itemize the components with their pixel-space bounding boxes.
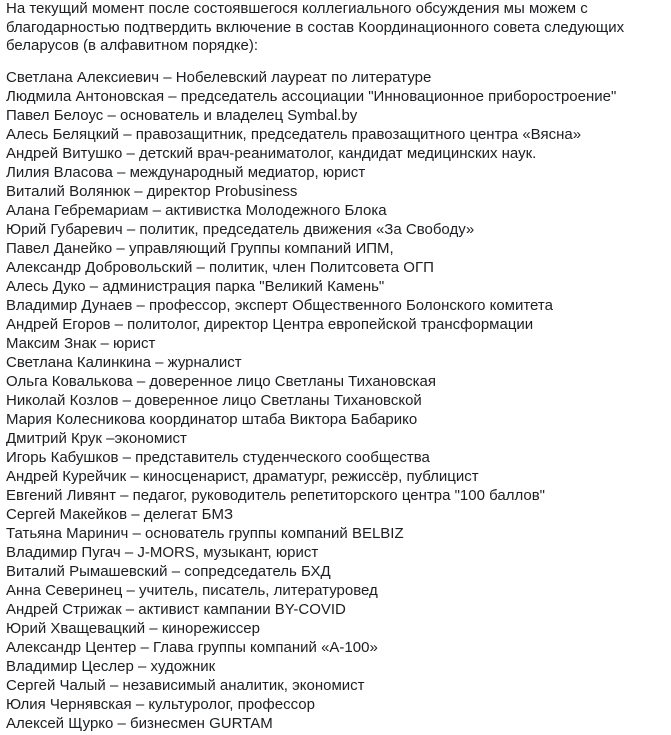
list-item: Андрей Витушко – детский врач-реаниматолог, кандидат медицинских наук. — [6, 144, 537, 162]
list-item: Людмила Антоновская – председатель ассоциации "Инновационное приборостроение" — [6, 87, 617, 105]
list-item: Татьяна Маринич – основатель группы компаний BELBIZ — [6, 524, 404, 542]
list-item: Владимир Цеслер – художник — [6, 657, 216, 675]
list-item: Юрий Губаревич – политик, председатель движения «За Свободу» — [6, 220, 475, 238]
list-item: Ольга Ковалькова – доверенное лицо Светланы Тихановская — [6, 372, 436, 390]
list-item: Владимир Пугач – J-MORS, музыкант, юрист — [6, 543, 319, 561]
list-item: Николай Козлов – доверенное лицо Светланы Тихановской — [6, 391, 422, 409]
list-item: Евгений Ливянт – педагог, руководитель репетиторского центра "100 баллов" — [6, 486, 546, 504]
intro-line: беларусов (в алфавитном порядке): — [6, 37, 258, 55]
intro-paragraph — [6, 0, 666, 56]
list-item: Светлана Калинкина – журналист — [6, 353, 242, 371]
list-item: Максим Знак – юрист — [6, 334, 156, 352]
list-item: Сергей Чалый – независимый аналитик, экономист — [6, 676, 365, 694]
list-item: Павел Данейко – управляющий Группы компаний ИПМ, — [6, 239, 394, 257]
list-item: Виталий Волянюк – директор Probusiness — [6, 182, 298, 200]
list-item: Юрий Хващевацкий – кинорежиссер — [6, 619, 260, 637]
list-item: Сергей Макейков – делегат БМЗ — [6, 505, 234, 523]
list-item: Светлана Алексиевич – Нобелевский лауреат по литературе — [6, 68, 432, 86]
intro-line: На текущий момент после состоявшегося коллегиального обсуждения мы можем с — [6, 0, 588, 17]
list-item: Александр Центер – Глава группы компаний «А-100» — [6, 638, 378, 656]
post-body — [6, 0, 666, 733]
list-item: Алана Гебремариам – активистка Молодежного Блока — [6, 201, 387, 219]
list-item: Андрей Егоров – политолог, директор Центра европейской трансформации — [6, 315, 534, 333]
list-item: Дмитрий Крук –экономист — [6, 429, 187, 447]
list-item: Виталий Рымашевский – сопредседатель БХД — [6, 562, 331, 580]
list-item: Александр Добровольский – политик, член Политсовета ОГП — [6, 258, 434, 276]
list-item: Игорь Кабушков – представитель студенческого сообщества — [6, 448, 430, 466]
list-item: Андрей Курейчик – киносценарист, драматург, режиссёр, публицист — [6, 467, 479, 485]
list-item: Алесь Беляцкий – правозащитник, председатель правозащитного центра «Вясна» — [6, 125, 582, 143]
list-item: Алесь Дуко – администрация парка "Великий Камень" — [6, 277, 385, 295]
paragraph-gap — [6, 56, 666, 68]
list-item: Мария Колесникова координатор штаба Виктора Бабарико — [6, 410, 418, 428]
list-item: Владимир Дунаев – профессор, эксперт Общественного Болонского комитета — [6, 296, 553, 314]
list-item: Алексей Щурко – бизнесмен GURTAM — [6, 714, 273, 732]
intro-line: благодарностью подтвердить включение в состав Координационного совета следующих — [6, 18, 625, 36]
list-item: Андрей Стрижак – активист кампании BY-COVID — [6, 600, 346, 618]
list-item: Юлия Чернявская – культуролог, профессор — [6, 695, 315, 713]
list-item: Лилия Власова – международный медиатор, юрист — [6, 163, 366, 181]
list-item: Анна Северинец – учитель, писатель, литературовед — [6, 581, 378, 599]
list-item: Павел Белоус – основатель и владелец Symbal.by — [6, 106, 358, 124]
member-list — [6, 68, 666, 733]
